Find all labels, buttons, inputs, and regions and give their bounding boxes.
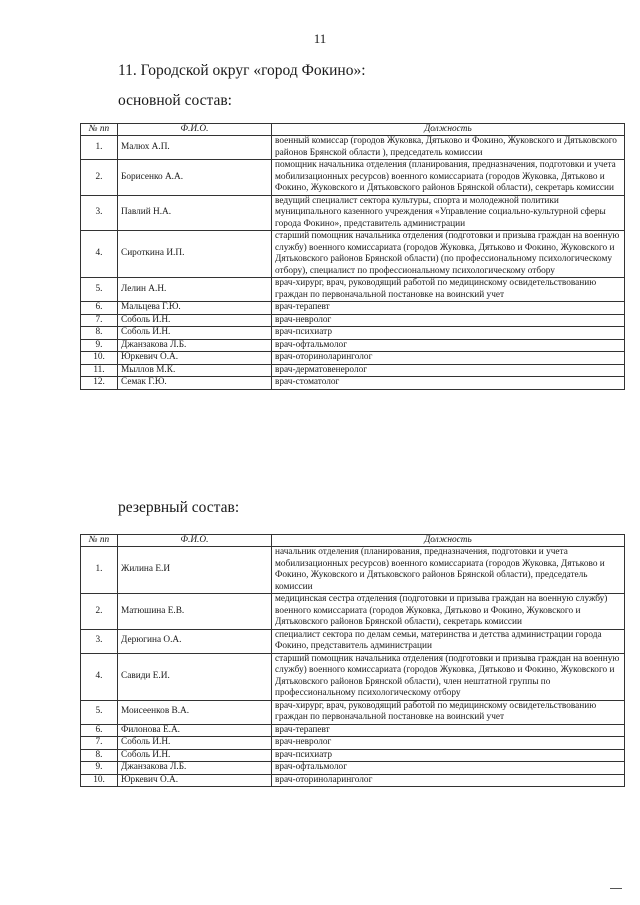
table-row xyxy=(81,231,625,278)
row-number: 7. xyxy=(81,314,118,327)
table-row xyxy=(81,160,625,196)
row-position: врач-офтальмолог xyxy=(272,339,625,352)
table-row xyxy=(81,653,625,700)
table-row xyxy=(81,314,625,327)
column-header-name: Ф.И.О. xyxy=(118,124,272,136)
table-row xyxy=(81,339,625,352)
row-name: Соболь И.Н. xyxy=(118,327,272,340)
row-number: 8. xyxy=(81,749,118,762)
row-position: начальник отделения (планирования, предназначения, подготовки и учета мобилизационных ресурсов) военного комиссариата (городов Жуковка, Дятьково и Фокино, Жуковского и Дятьковского районов Брянской области), председатель комиссии xyxy=(272,547,625,594)
row-name: Павлий Н.А. xyxy=(118,195,272,231)
table-header-row xyxy=(81,535,625,547)
table-header-row xyxy=(81,124,625,136)
row-position: врач-психиатр xyxy=(272,749,625,762)
row-name: Джанзакова Л.Б. xyxy=(118,762,272,775)
row-name: Джанзакова Л.Б. xyxy=(118,339,272,352)
row-position: врач-невролог xyxy=(272,737,625,750)
row-position: врач-терапевт xyxy=(272,302,625,315)
row-name: Мыллов М.К. xyxy=(118,364,272,377)
row-name: Соболь И.Н. xyxy=(118,749,272,762)
margin-mark xyxy=(610,888,622,889)
table-row xyxy=(81,749,625,762)
row-name: Жилина Е.И xyxy=(118,547,272,594)
row-number: 10. xyxy=(81,774,118,787)
row-position: старший помощник начальника отделения (подготовки и призыва граждан на военную службу) военного комиссариата (городов Жуковка, Дятьково и Фокино, Жуковского и Дятьковского районов Брянской области) (по профессиональному психологическому отбору), специалист по профессиональному психологическому отбору xyxy=(272,231,625,278)
row-number: 3. xyxy=(81,195,118,231)
row-name: Матюшина Е.В. xyxy=(118,594,272,630)
row-name: Юркевич О.А. xyxy=(118,774,272,787)
column-header-name: Ф.И.О. xyxy=(118,535,272,547)
row-name: Малюх А.П. xyxy=(118,136,272,160)
row-number: 6. xyxy=(81,302,118,315)
table-row xyxy=(81,364,625,377)
row-position: врач-оториноларинголог xyxy=(272,774,625,787)
row-position: специалист сектора по делам семьи, материнства и детства администрации города Фокино, представитель администрации xyxy=(272,629,625,653)
document-title: 11. Городской округ «город Фокино»: xyxy=(118,62,366,79)
column-header-num: № пп xyxy=(81,535,118,547)
row-number: 12. xyxy=(81,377,118,390)
row-position: врач-офтальмолог xyxy=(272,762,625,775)
table-row xyxy=(81,352,625,365)
column-header-num: № пп xyxy=(81,124,118,136)
table-row xyxy=(81,327,625,340)
row-name: Лелин А.Н. xyxy=(118,278,272,302)
row-position: врач-хирург, врач, руководящий работой по медицинскому освидетельствованию граждан по первоначальной постановке на воинский учет xyxy=(272,700,625,724)
row-position: врач-стоматолог xyxy=(272,377,625,390)
column-header-position: Должность xyxy=(272,124,625,136)
row-number: 1. xyxy=(81,136,118,160)
row-number: 9. xyxy=(81,762,118,775)
row-number: 2. xyxy=(81,160,118,196)
row-name: Соболь И.Н. xyxy=(118,737,272,750)
table-row xyxy=(81,136,625,160)
row-position: врач-психиатр xyxy=(272,327,625,340)
row-name: Дерюгина О.А. xyxy=(118,629,272,653)
page-number: 11 xyxy=(313,31,327,46)
row-number: 6. xyxy=(81,724,118,737)
row-number: 4. xyxy=(81,653,118,700)
row-position: военный комиссар (городов Жуковка, Дятьково и Фокино, Жуковского и Дятьковского районов Брянской области ), председатель комиссии xyxy=(272,136,625,160)
row-number: 2. xyxy=(81,594,118,630)
row-name: Мальцева Г.Ю. xyxy=(118,302,272,315)
column-header-position: Должность xyxy=(272,535,625,547)
table-row xyxy=(81,762,625,775)
row-position: медицинская сестра отделения (подготовки и призыва граждан на военную службу) военного комиссариата (городов Жуковка, Дятьково и Фокино, Жуковского и Дятьковского районов Брянской области), секретарь комиссии xyxy=(272,594,625,630)
row-number: 1. xyxy=(81,547,118,594)
row-number: 5. xyxy=(81,700,118,724)
row-number: 8. xyxy=(81,327,118,340)
row-number: 7. xyxy=(81,737,118,750)
row-position: старший помощник начальника отделения (подготовки и призыва граждан на военную службу) военного комиссариата (городов Жуковка, Дятьково и Фокино, Жуковского и Дятьковского районов Брянской области), член нештатной группы по профессиональному психологическому отбору xyxy=(272,653,625,700)
row-position: врач-терапевт xyxy=(272,724,625,737)
table-row xyxy=(81,724,625,737)
row-name: Филонова Е.А. xyxy=(118,724,272,737)
row-name: Сироткина И.П. xyxy=(118,231,272,278)
table-row xyxy=(81,594,625,630)
row-name: Семак Г.Ю. xyxy=(118,377,272,390)
row-position: ведущий специалист сектора культуры, спорта и молодежной политики муниципального казенного учреждения «Управление социально-культурной сферы города Фокино», представитель администрации xyxy=(272,195,625,231)
table-row xyxy=(81,700,625,724)
row-position: врач-невролог xyxy=(272,314,625,327)
row-position: врач-дерматовенеролог xyxy=(272,364,625,377)
row-name: Борисенко А.А. xyxy=(118,160,272,196)
row-number: 5. xyxy=(81,278,118,302)
table-row xyxy=(81,547,625,594)
row-name: Моисеенков В.А. xyxy=(118,700,272,724)
table-row xyxy=(81,195,625,231)
row-position: врач-хирург, врач, руководящий работой по медицинскому освидетельствованию граждан по первоначальной постановке на воинский учет xyxy=(272,278,625,302)
main-composition-table xyxy=(80,123,625,390)
reserve-composition-label: резервный состав: xyxy=(118,499,240,516)
reserve-table-body xyxy=(81,547,625,787)
table-row xyxy=(81,629,625,653)
reserve-composition-table xyxy=(80,534,625,787)
row-number: 4. xyxy=(81,231,118,278)
table-row xyxy=(81,737,625,750)
table-row xyxy=(81,302,625,315)
row-number: 9. xyxy=(81,339,118,352)
main-table-body xyxy=(81,136,625,390)
row-number: 3. xyxy=(81,629,118,653)
row-number: 11. xyxy=(81,364,118,377)
row-number: 10. xyxy=(81,352,118,365)
row-position: помощник начальника отделения (планирования, предназначения, подготовки и учета мобилизационных ресурсов) военного комиссариата (городов Жуковка, Дятьково и Фокино, Жуковского и Дятьковского районов Брянской области), секретарь комиссии xyxy=(272,160,625,196)
row-name: Соболь И.Н. xyxy=(118,314,272,327)
row-name: Юркевич О.А. xyxy=(118,352,272,365)
table-row xyxy=(81,377,625,390)
row-name: Савиди Е.И. xyxy=(118,653,272,700)
table-row xyxy=(81,278,625,302)
main-composition-label: основной состав: xyxy=(118,92,232,109)
row-position: врач-оториноларинголог xyxy=(272,352,625,365)
table-row xyxy=(81,774,625,787)
